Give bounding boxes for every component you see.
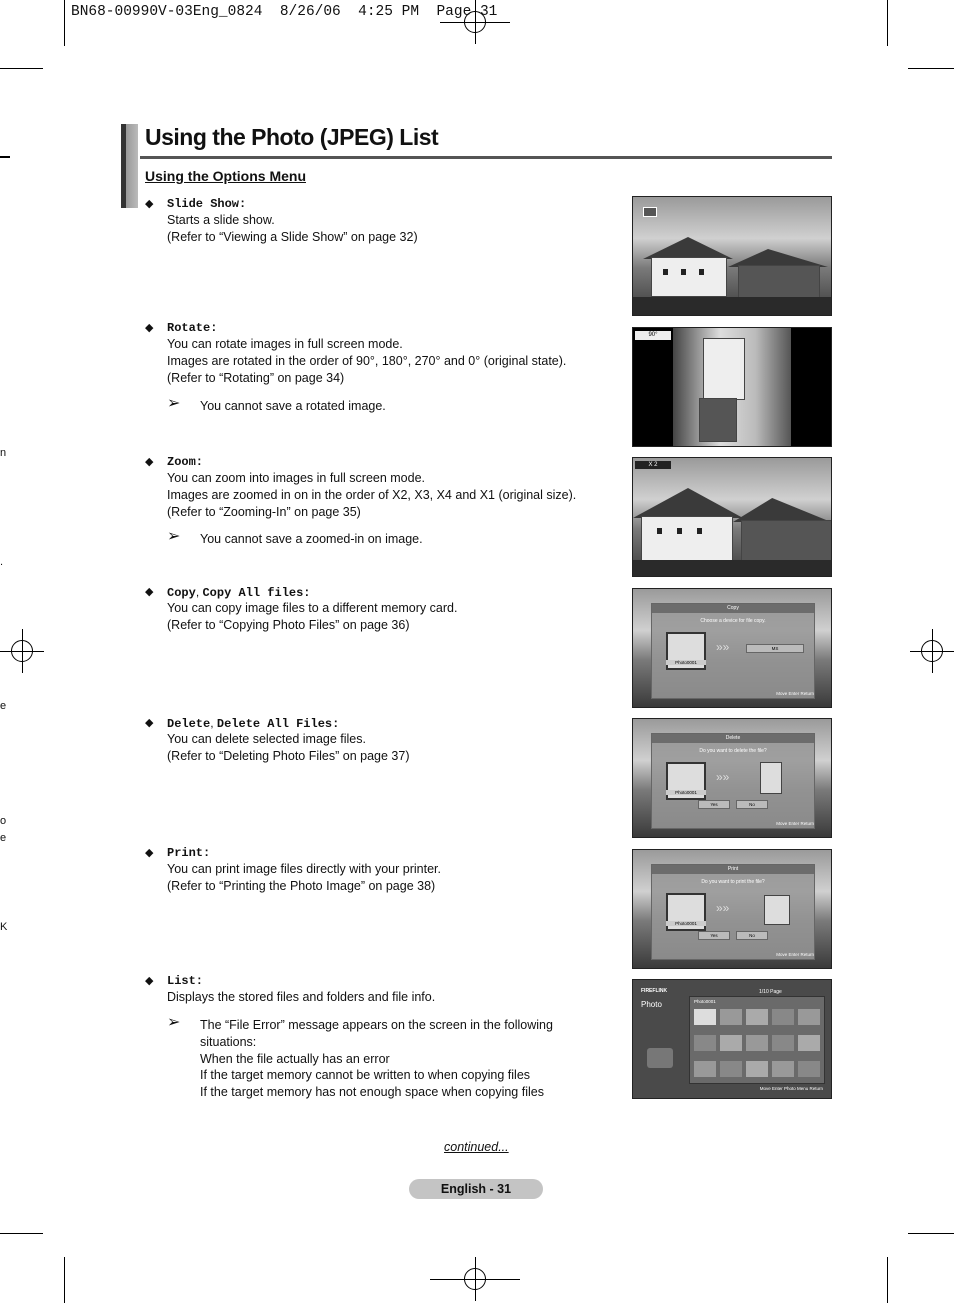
folder-name: Photo0001 [694,999,716,1004]
item-heading: Slide Show: [167,197,247,211]
page-indicator: 1/10 Page [759,989,782,995]
continued-note: continued... [444,1140,509,1154]
crop-mark [887,1257,888,1303]
photo-thumbnail[interactable] [798,1009,820,1025]
photo-thumbnail[interactable] [772,1035,794,1051]
brand-logo: FIREFLINK [641,988,668,994]
diamond-bullet-icon: ◆ [145,717,154,729]
crop-mark [908,68,954,69]
file-name: Photo0001 [666,790,706,795]
rotate-screenshot [632,327,832,447]
registration-mark [910,629,954,673]
no-button[interactable]: No [736,931,768,940]
item-line: You can zoom into images in full screen mode. [167,471,426,485]
title-rule [140,156,832,159]
edge-char: e [0,832,7,844]
edge-char: o [0,815,7,827]
section-label: Photo [641,1000,662,1009]
dialog-title: Print [652,865,814,874]
crop-mark [887,0,888,46]
photo-thumbnail[interactable] [720,1009,742,1025]
diamond-bullet-icon: ◆ [145,975,154,987]
trash-icon [760,762,782,794]
diamond-bullet-icon: ◆ [145,847,154,859]
copy-dialog [651,603,815,699]
item-body [167,989,435,1006]
photo-thumbnail[interactable] [772,1061,794,1077]
chevron-right-icon: »» [716,640,730,654]
list-screenshot [632,979,832,1099]
note-text: The “File Error” message appears on the screen in the following situations: When the file actually has an error If the target memory cannot be written to when copying files If the target memory has not enough space when copying files [200,1018,553,1100]
photo-thumbnail[interactable] [798,1035,820,1051]
dialog-question: Do you want to delete the file? [699,748,767,754]
title-accent-bar [121,124,138,208]
dialog-question: Do you want to print the file? [701,879,765,885]
item-heading: Rotate: [167,321,218,335]
nav-hints: Move Enter Return [776,691,814,696]
item-line: (Refer to “Rotating” on page 34) [167,370,345,385]
item-line: (Refer to “Viewing a Slide Show” on page 32) [167,229,418,244]
item-heading: Copy, Copy All files: [167,585,311,600]
delete-screenshot [632,718,832,838]
file-name: Photo0001 [666,660,706,665]
zoom-screenshot [632,457,832,577]
yes-button[interactable]: Yes [698,931,730,940]
item-heading: Delete, Delete All Files: [167,716,340,731]
dialog-title: Delete [652,734,814,743]
photo-thumbnail[interactable] [694,1061,716,1077]
item-line: You can copy image files to a different memory card. [167,601,458,615]
arrow-icon: ➢ [167,528,181,545]
page-number: English - 31 [409,1179,543,1199]
crop-mark [908,1233,954,1234]
item-line: Displays the stored files and folders and file info. [167,990,436,1004]
slideshow-screenshot [632,196,832,316]
item-line: (Refer to “Deleting Photo Files” on page 37) [167,748,410,763]
dialog-title: Copy [652,604,814,613]
item-line: You can rotate images in full screen mode. [167,337,403,351]
item-line: Images are zoomed in on in the order of X2, X3, X4 and X1 (original size). [167,487,577,502]
item-body [167,470,576,520]
item-heading: Zoom: [167,455,204,469]
delete-dialog [651,733,815,829]
yes-button[interactable]: Yes [698,800,730,809]
crop-mark [64,0,65,46]
item-line: (Refer to “Zooming-In” on page 35) [167,504,361,519]
item-body [167,731,410,765]
print-screenshot [632,849,832,969]
camera-icon [647,1048,673,1068]
photo-thumbnail[interactable] [694,1035,716,1051]
print-header: BN68-00990V-03Eng_0824 8/26/06 4:25 PM Page 31 [71,4,498,20]
photo-thumbnail[interactable] [720,1035,742,1051]
zoom-label: X 2 [635,461,671,469]
registration-mark [453,1257,497,1301]
item-line: Starts a slide show. [167,213,275,227]
item-body [167,861,441,895]
dialog-question: Choose a device for file copy. [700,618,766,624]
no-button[interactable]: No [736,800,768,809]
edge-char: e [0,700,7,712]
item-body [167,212,418,246]
printer-icon [764,895,790,925]
section-title: Using the Options Menu [145,168,306,184]
file-grid [689,996,825,1084]
print-dialog [651,864,815,960]
item-line: Images are rotated in the order of 90°, 180°, 270° and 0° (original state). [167,353,567,368]
note-text: You cannot save a rotated image. [200,399,386,413]
item-line: (Refer to “Copying Photo Files” on page 36) [167,617,410,632]
arrow-icon: ➢ [167,395,181,412]
item-heading: Print: [167,846,211,860]
chevron-right-icon: »» [716,901,730,915]
file-name: Photo0001 [666,921,706,926]
crop-mark [0,156,10,158]
photo-thumbnail[interactable] [798,1061,820,1077]
diamond-bullet-icon: ◆ [145,198,154,210]
photo-thumbnail[interactable] [746,1061,768,1077]
edge-char: . [0,556,4,568]
edge-char: n [0,447,7,459]
photo-thumbnail[interactable] [720,1061,742,1077]
diamond-bullet-icon: ◆ [145,456,154,468]
photo-thumbnail[interactable] [772,1009,794,1025]
photo-thumbnail[interactable] [746,1009,768,1025]
crop-mark [64,1257,65,1303]
item-line: You can delete selected image files. [167,732,366,746]
nav-hints: Move Enter Return [776,821,814,826]
slideshow-icon [643,207,657,217]
diamond-bullet-icon: ◆ [145,322,154,334]
item-body [167,600,457,634]
nav-hints: Move Enter Photo Menu Return [759,1086,823,1091]
nav-hints: Move Enter Return [776,952,814,957]
page-title: Using the Photo (JPEG) List [145,124,439,150]
target-device-button[interactable]: MS [746,644,804,653]
rotate-label: 90° [635,331,671,340]
registration-mark [0,629,44,673]
diamond-bullet-icon: ◆ [145,586,154,598]
crop-mark [0,68,43,69]
item-heading: List: [167,974,204,988]
note-text: You cannot save a zoomed-in on image. [200,532,423,546]
copy-screenshot [632,588,832,708]
folder-icon[interactable] [694,1009,716,1025]
crop-mark [0,1233,43,1234]
item-line: You can print image files directly with your printer. [167,862,441,876]
item-body [167,336,566,386]
photo-thumbnail[interactable] [746,1035,768,1051]
edge-char: K [0,921,8,933]
arrow-icon: ➢ [167,1014,181,1031]
item-line: (Refer to “Printing the Photo Image” on page 38) [167,878,436,893]
chevron-right-icon: »» [716,770,730,784]
